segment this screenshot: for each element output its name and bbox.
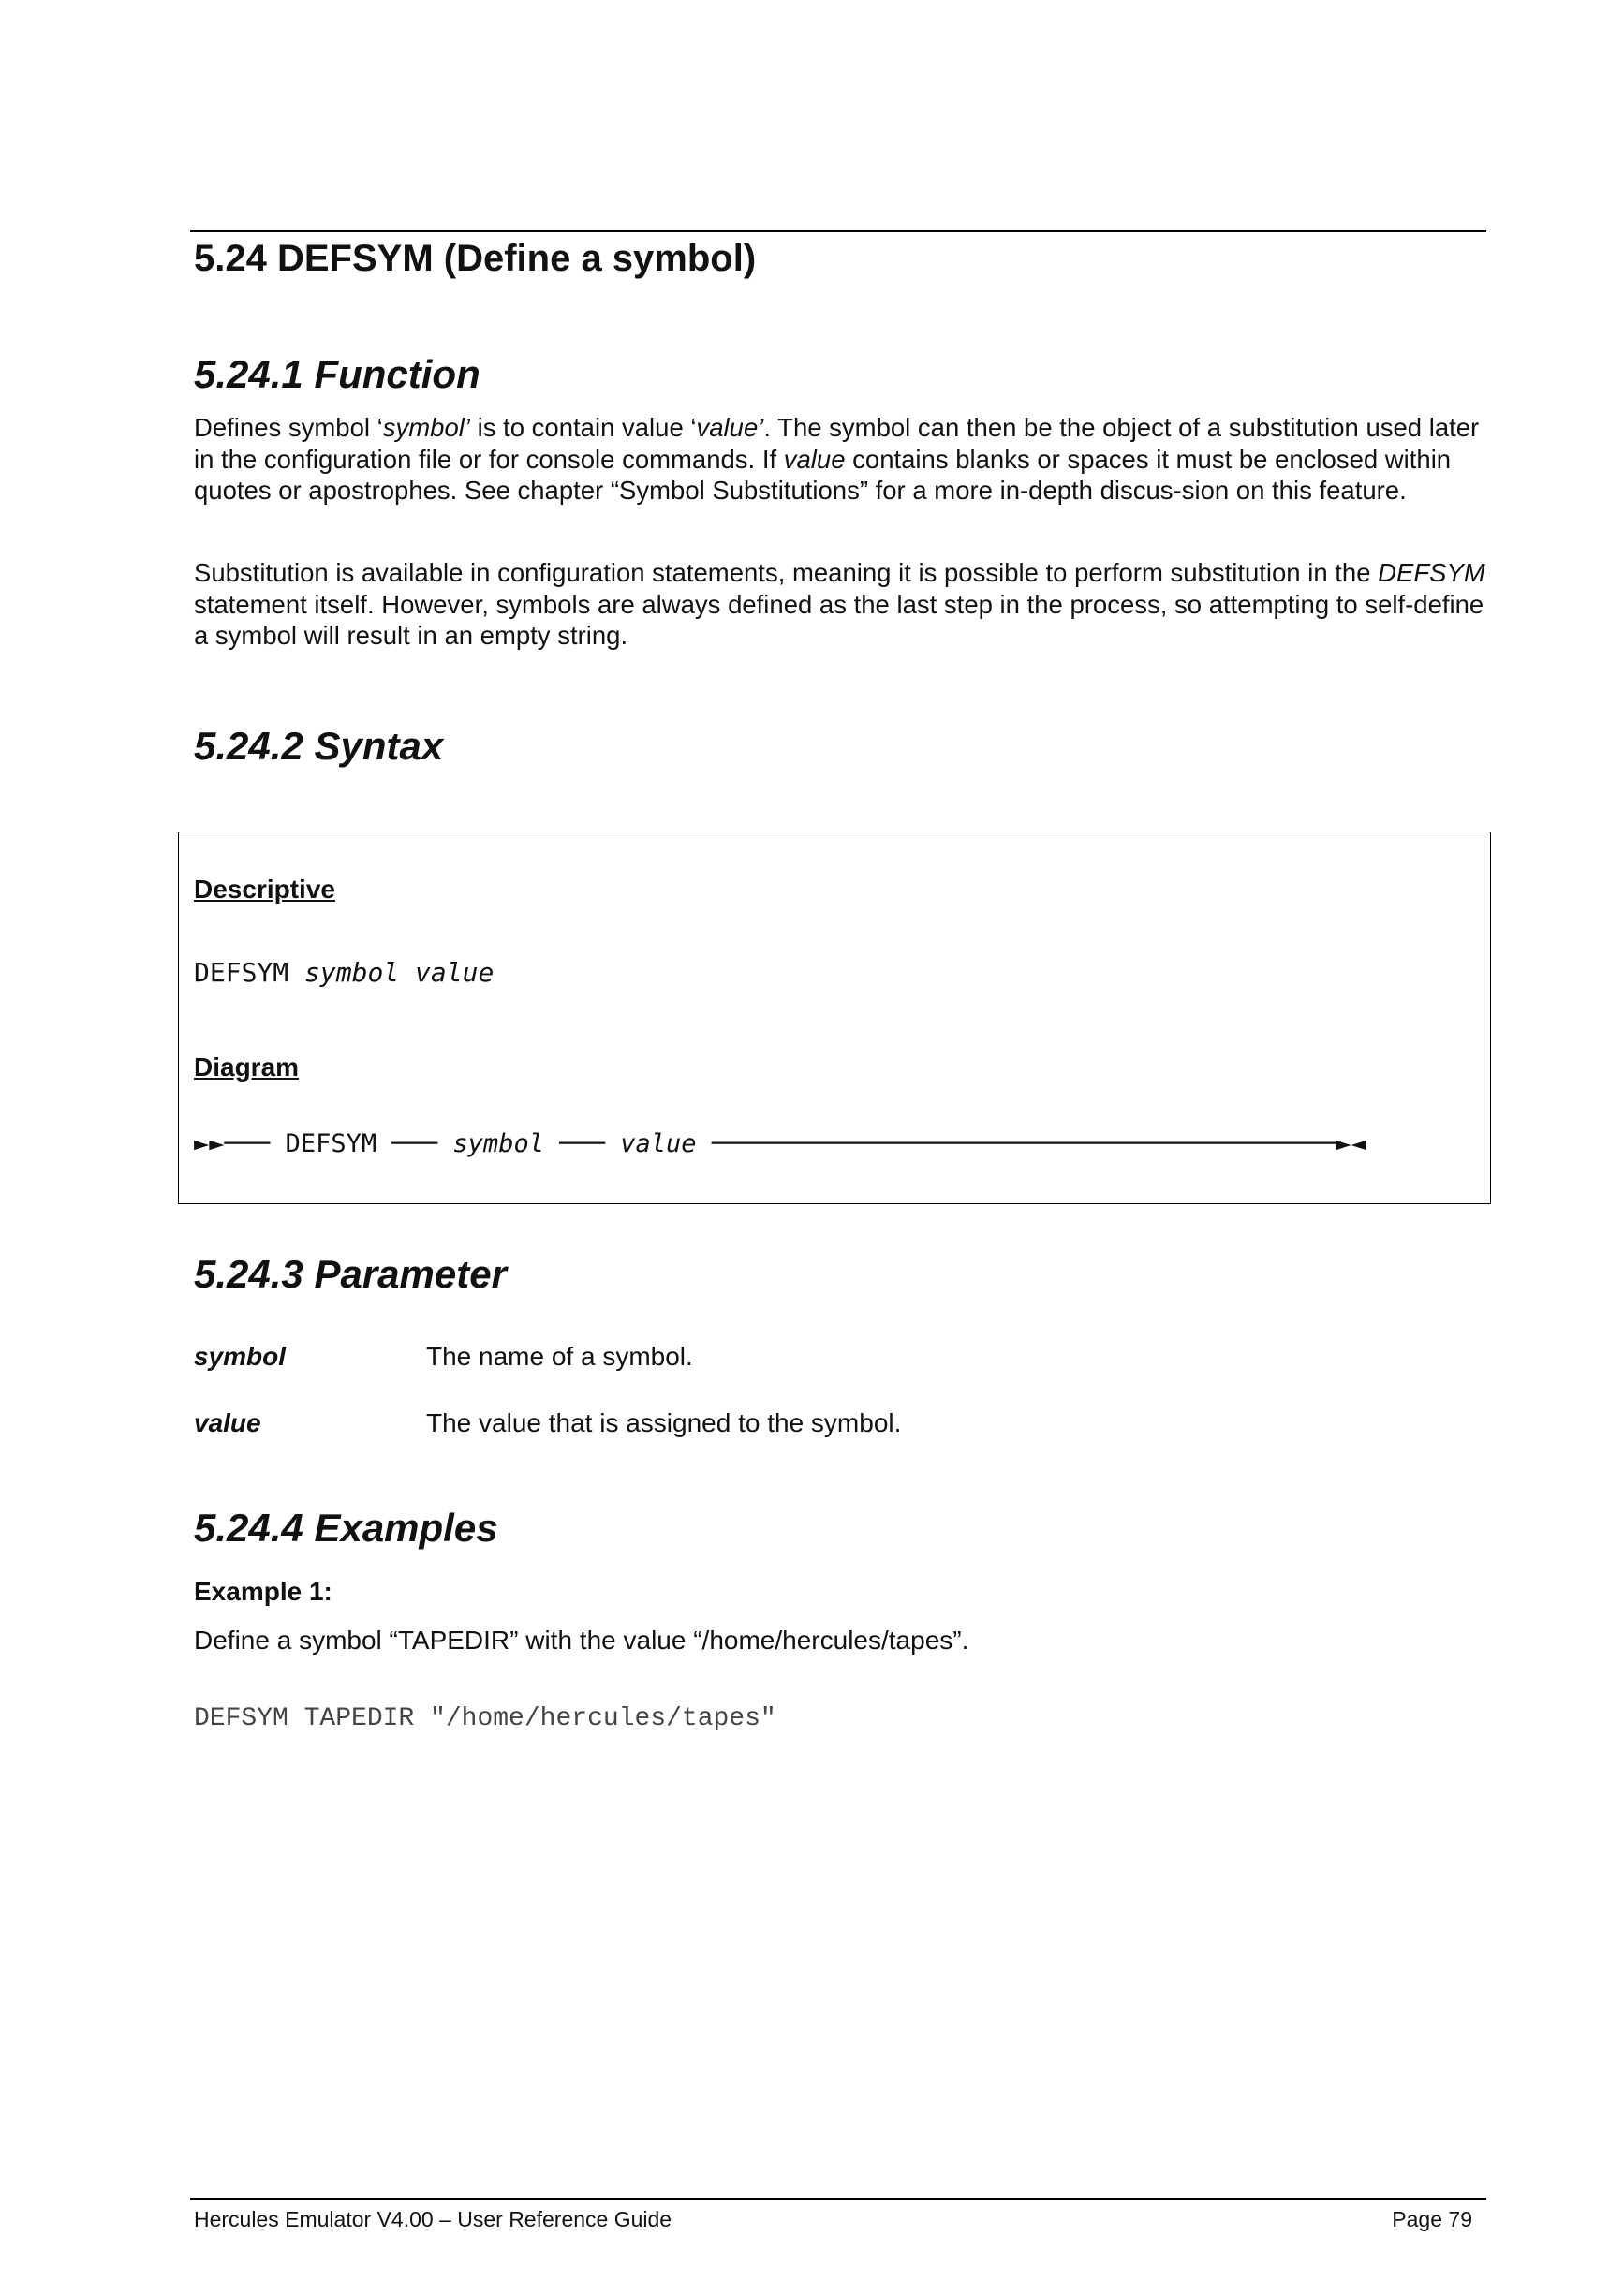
- example-1-description: Define a symbol “TAPEDIR” with the value “/home/hercules/tapes”.: [194, 1626, 969, 1655]
- syntax-diagram: ►►─── DEFSYM ─── symbol ─── value ─────────────────────────────────────────►◄: [194, 1129, 1366, 1158]
- parameter-heading: 5.24.3 Parameter: [194, 1252, 507, 1296]
- descriptive-syntax: DEFSYM symbol value: [194, 957, 495, 988]
- descriptive-label: Descriptive: [194, 875, 335, 904]
- param-name-value: value: [194, 1408, 261, 1437]
- param-name-symbol: symbol: [194, 1342, 287, 1371]
- top-rule: [190, 230, 1486, 232]
- examples-heading: 5.24.4 Examples: [194, 1506, 498, 1550]
- function-paragraph-1: Defines symbol ‘symbol’ is to contain value ‘value’. The symbol can then be the object of a substitution used later in the configuration file or for console commands. If value contains blanks or spaces it must be enclosed within quotes or apostrophes. See chapter “Symbol Substitutions” for a more in-depth discus-sion on this feature.: [194, 413, 1480, 505]
- syntax-heading: 5.24.2 Syntax: [194, 724, 444, 768]
- footer-rule: [190, 2198, 1486, 2200]
- footer-page-number: Page 79: [1392, 2207, 1472, 2231]
- function-paragraph-2: Substitution is available in configuration statements, meaning it is possible to perform substitution in the DEFSYM statement itself. However, symbols are always defined as the last step in the process, so attempting to self-define a symbol will result in an empty string.: [194, 558, 1485, 650]
- example-1-code: DEFSYM TAPEDIR "/home/hercules/tapes": [194, 1704, 776, 1733]
- footer-title: Hercules Emulator V4.00 – User Reference Guide: [194, 2207, 672, 2231]
- example-1-label: Example 1:: [194, 1577, 332, 1606]
- param-desc-value: The value that is assigned to the symbol.: [426, 1408, 902, 1437]
- section-title: 5.24 DEFSYM (Define a symbol): [194, 238, 757, 279]
- diagram-label: Diagram: [194, 1052, 300, 1082]
- param-desc-symbol: The name of a symbol.: [426, 1342, 693, 1371]
- function-heading: 5.24.1 Function: [194, 352, 480, 396]
